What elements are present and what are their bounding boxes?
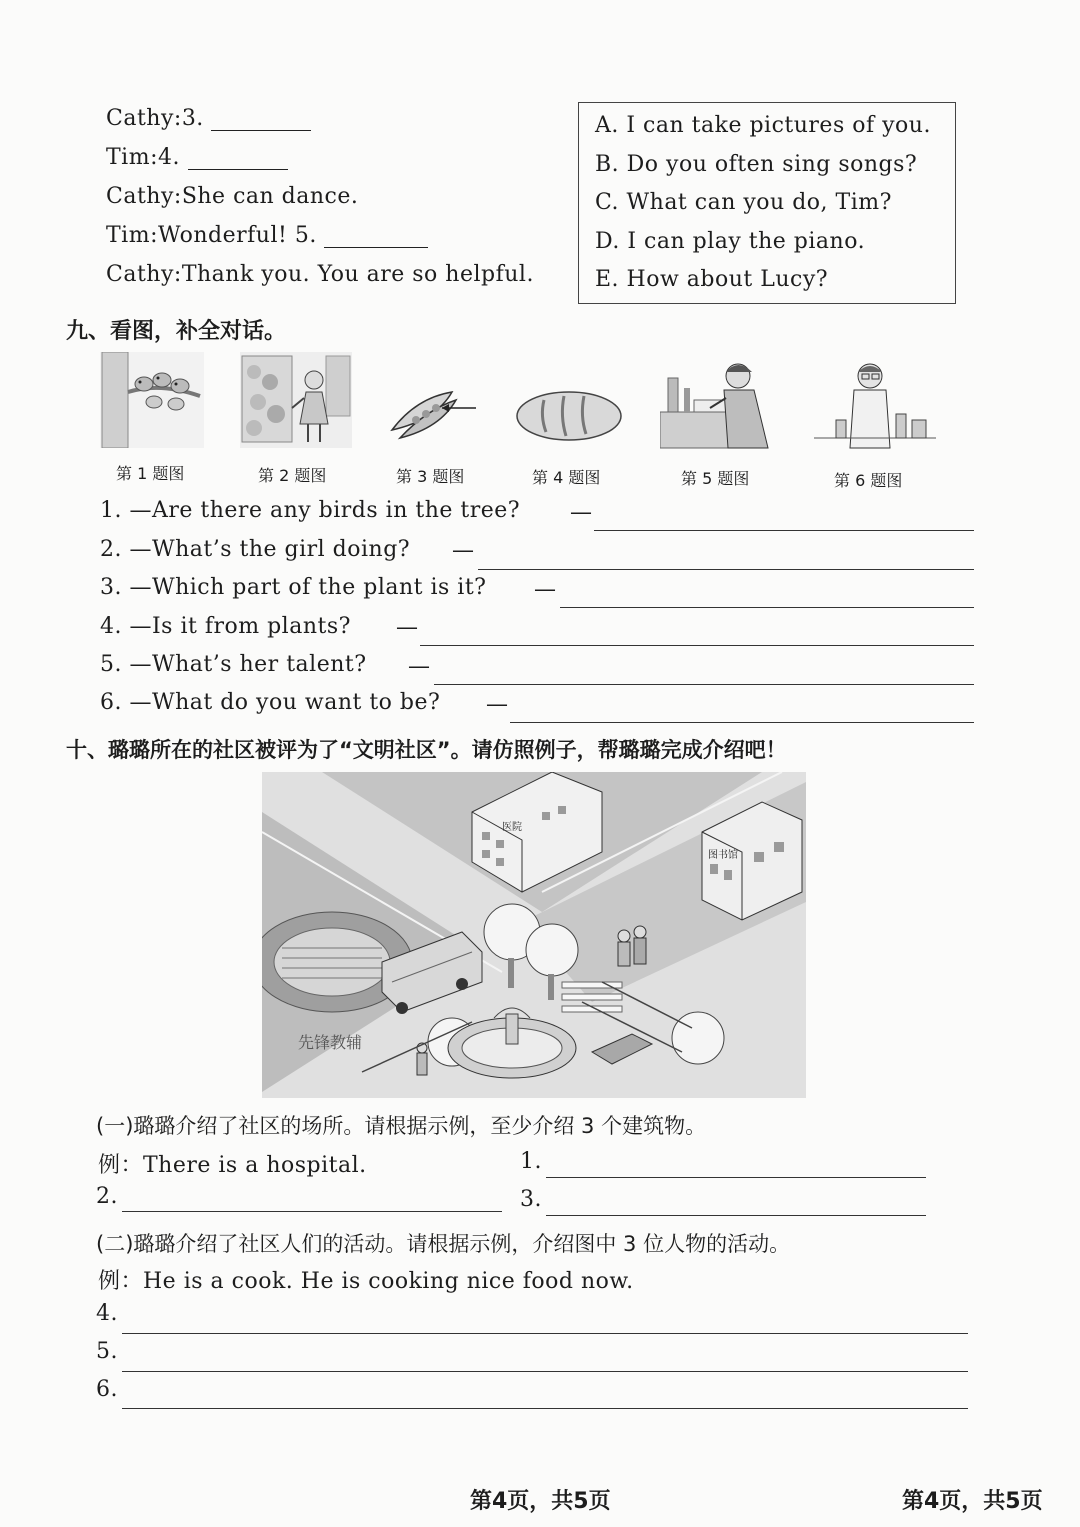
answer-blank[interactable] [188, 147, 288, 170]
page-number-left: 第4页，共5页 [470, 1489, 611, 1514]
answer-line-3[interactable] [560, 607, 974, 608]
part-1-instruction: (一)璐璐介绍了社区的场所。请根据示例，至少介绍 3 个建筑物。 [96, 1114, 707, 1138]
part-2-example: 例：He is a cook. He is cooking nice food now. [98, 1269, 634, 1294]
caption-5: 第 5 题图 [681, 469, 750, 488]
blank-line-1[interactable] [546, 1177, 926, 1178]
answer-dash: — [486, 692, 509, 717]
question-3: 3. —Which part of the plant is it? [100, 575, 487, 600]
page-number-right: 第4页，共5页 [902, 1489, 1043, 1514]
speaker: Cathy [106, 106, 174, 131]
caption-1: 第 1 题图 [116, 464, 185, 483]
answer-blank[interactable] [324, 225, 428, 248]
speaker: Cathy [106, 184, 174, 209]
line-text: Wonderful! 5. [158, 223, 317, 248]
option-e: E. How about Lucy? [595, 267, 829, 292]
caption-2: 第 2 题图 [258, 466, 327, 485]
option-c: C. What can you do, Tim? [595, 190, 892, 215]
bread-picture [514, 388, 624, 444]
scientist-picture [814, 358, 936, 450]
blank-number-2: 2. [96, 1184, 118, 1209]
line-text: Thank you. You are so helpful. [181, 262, 534, 287]
question-5: 5. —What’s her talent? [100, 652, 367, 677]
blank-number-6: 6. [96, 1377, 118, 1402]
answer-dash: — [570, 500, 593, 525]
library-sign: 图书馆 [708, 850, 738, 861]
options-box [578, 102, 956, 304]
caption-4: 第 4 题图 [532, 468, 601, 487]
hospital-sign: 医院 [502, 822, 522, 833]
section-9-title: 九、看图，补全对话。 [66, 319, 287, 344]
blank-number-4: 4. [96, 1301, 118, 1326]
question-6: 6. —What do you want to be? [100, 690, 441, 715]
caption-6: 第 6 题图 [834, 471, 903, 490]
section-10-title: 十、璐璐所在的社区被评为了“文明社区”。请仿照例子，帮璐璐完成介绍吧！ [66, 738, 787, 762]
girl-drawing-picture [660, 358, 772, 450]
answer-line-5[interactable] [434, 684, 974, 685]
answer-line-6[interactable] [510, 722, 974, 723]
answer-dash: — [408, 654, 431, 679]
blank-line-2[interactable] [122, 1211, 502, 1212]
option-b: B. Do you often sing songs? [595, 152, 918, 177]
line-text: 4. [158, 145, 180, 170]
speaker: Cathy [106, 262, 174, 287]
blank-line-6[interactable] [122, 1408, 968, 1409]
part-1-example: 例：There is a hospital. [98, 1153, 367, 1178]
blank-number-5: 5. [96, 1339, 118, 1364]
pea-pod-picture [386, 384, 478, 444]
part-2-instruction: (二)璐璐介绍了社区人们的活动。请根据示例，介绍图中 3 位人物的活动。 [96, 1232, 791, 1256]
question-4: 4. —Is it from plants? [100, 614, 351, 639]
answer-dash: — [396, 615, 419, 640]
dialogue-line-3: Cathy:She can dance. [106, 184, 359, 209]
blank-number-3: 3. [520, 1187, 542, 1212]
answer-dash: — [452, 538, 475, 563]
girl-watering-flowers-picture [240, 352, 352, 448]
community-map-picture [262, 772, 806, 1098]
option-a: A. I can take pictures of you. [595, 113, 931, 138]
birds-in-tree-picture [100, 352, 204, 448]
answer-line-1[interactable] [594, 530, 974, 531]
answer-line-4[interactable] [420, 645, 974, 646]
dialogue-line-5: Cathy:Thank you. You are so helpful. [106, 262, 534, 287]
watermark: 先锋教辅 [298, 1033, 363, 1052]
speaker: Tim [106, 145, 151, 170]
dialogue-line-2: Tim:4. [106, 145, 288, 170]
dialogue-line-4: Tim:Wonderful! 5. [106, 223, 428, 248]
caption-3: 第 3 题图 [396, 467, 465, 486]
blank-number-1: 1. [520, 1149, 542, 1174]
blank-line-4[interactable] [122, 1333, 968, 1334]
speaker: Tim [106, 223, 151, 248]
answer-blank[interactable] [211, 108, 311, 131]
question-1: 1. —Are there any birds in the tree? [100, 498, 521, 523]
dialogue-line-1: Cathy:3. [106, 106, 311, 131]
answer-line-2[interactable] [478, 569, 974, 570]
blank-line-5[interactable] [122, 1371, 968, 1372]
option-d: D. I can play the piano. [595, 229, 866, 254]
line-text: 3. [181, 106, 204, 131]
question-2: 2. —What’s the girl doing? [100, 537, 411, 562]
line-text: She can dance. [181, 184, 359, 209]
answer-dash: — [534, 577, 557, 602]
blank-line-3[interactable] [546, 1215, 926, 1216]
